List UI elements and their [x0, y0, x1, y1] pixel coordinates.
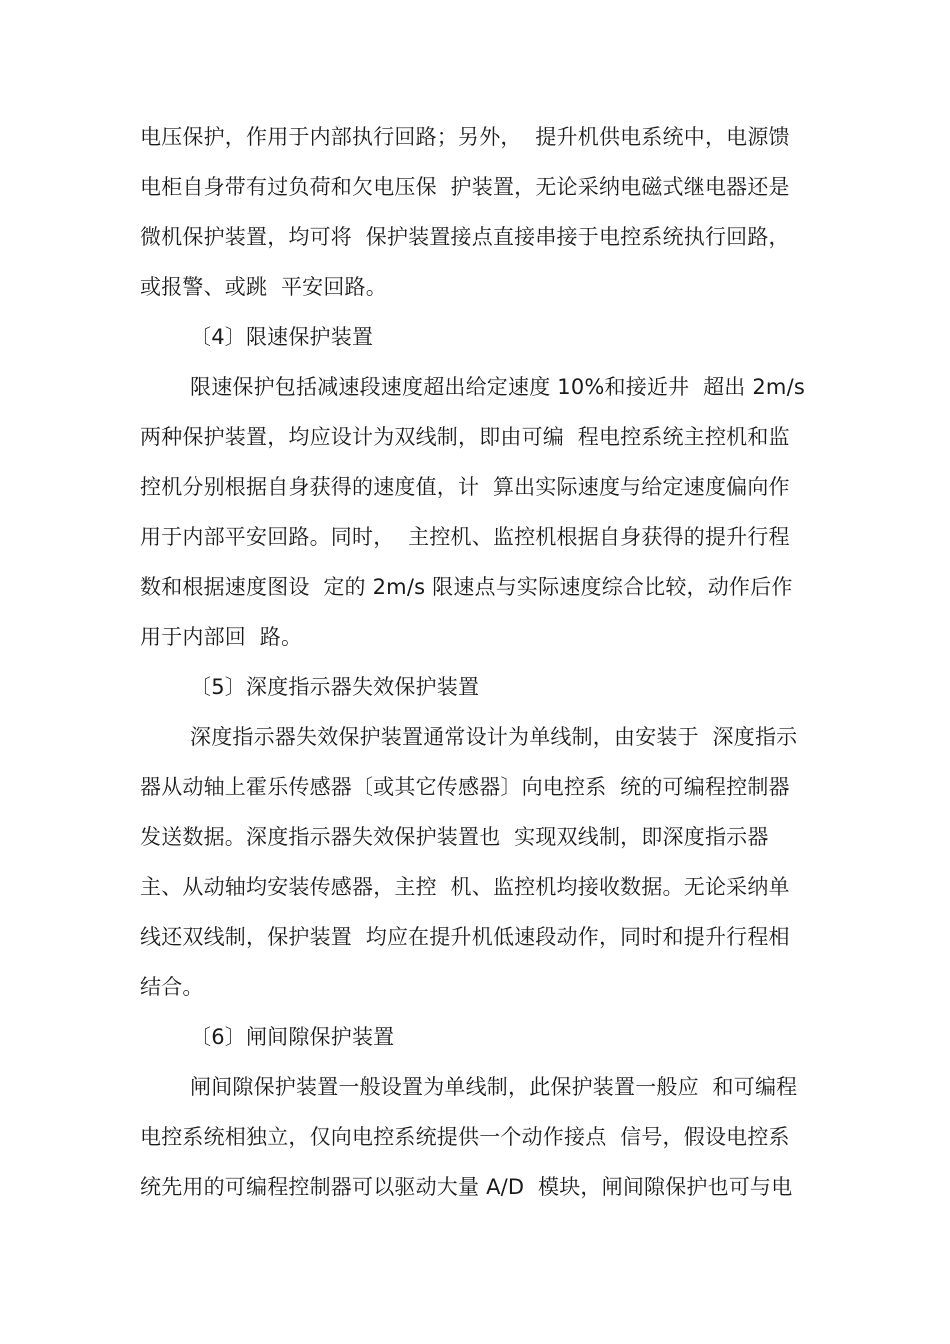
text-line: 或报警、或跳 平安回路。: [140, 275, 387, 299]
paragraph-depth-indicator: [140, 712, 840, 1012]
text-line: 控机分别根据自身获得的速度值，计 算出实际速度与给定速度偏向作: [140, 475, 790, 499]
text-line: 深度指示器失效保护装置通常设计为单线制，由安装于 深度指示: [190, 725, 798, 749]
text-line: 主、从动轴均安装传感器，主控 机、监控机均接收数据。无论采纳单: [140, 875, 790, 899]
text-line: 线还双线制，保护装置 均应在提升机低速段动作，同时和提升行程相: [140, 925, 790, 949]
text-line: 限速保护包括减速段速度超出给定速度 10%和接近井 超出 2m/s: [190, 375, 806, 399]
section-heading-brake-gap: 〔6〕闸间隙保护装置: [190, 1025, 395, 1049]
text-line: 发送数据。深度指示器失效保护装置也 实现双线制，即深度指示器: [140, 825, 769, 849]
text-line: 结合。: [140, 975, 204, 999]
document-body: [140, 112, 840, 1212]
text-line: 数和根据速度图设 定的 2m/s 限速点与实际速度综合比较，动作后作: [140, 575, 793, 599]
text-line: 电控系统相独立，仅向电控系统提供一个动作接点 信号，假设电控系: [140, 1125, 790, 1149]
text-line: 统先用的可编程控制器可以驱动大量 A/D 模块，闸间隙保护也可与电: [140, 1175, 793, 1199]
paragraph-voltage-protection: [140, 112, 840, 312]
section-heading-speed-limit: 〔4〕限速保护装置: [190, 325, 374, 349]
paragraph-speed-limit: [140, 362, 840, 662]
text-line: 微机保护装置，均可将 保护装置接点直接串接于电控系统执行回路，: [140, 225, 790, 249]
text-line: 电压保护，作用于内部执行回路；另外， 提升机供电系统中，电源馈: [140, 125, 790, 149]
text-line: 器从动轴上霍乐传感器〔或其它传感器〕向电控系 统的可编程控制器: [140, 775, 790, 799]
text-line: 电柜自身带有过负荷和欠电压保 护装置，无论采纳电磁式继电器还是: [140, 175, 790, 199]
text-line: 两种保护装置，均应设计为双线制，即由可编 程电控系统主控机和监: [140, 425, 790, 449]
text-line: 用于内部平安回路。同时， 主控机、监控机根据自身获得的提升行程: [140, 525, 790, 549]
section-heading-depth-indicator: 〔5〕深度指示器失效保护装置: [190, 675, 480, 699]
paragraph-brake-gap: [140, 1062, 840, 1212]
text-line: 闸间隙保护装置一般设置为单线制，此保护装置一般应 和可编程: [190, 1075, 798, 1099]
text-line: 用于内部回 路。: [140, 625, 303, 649]
